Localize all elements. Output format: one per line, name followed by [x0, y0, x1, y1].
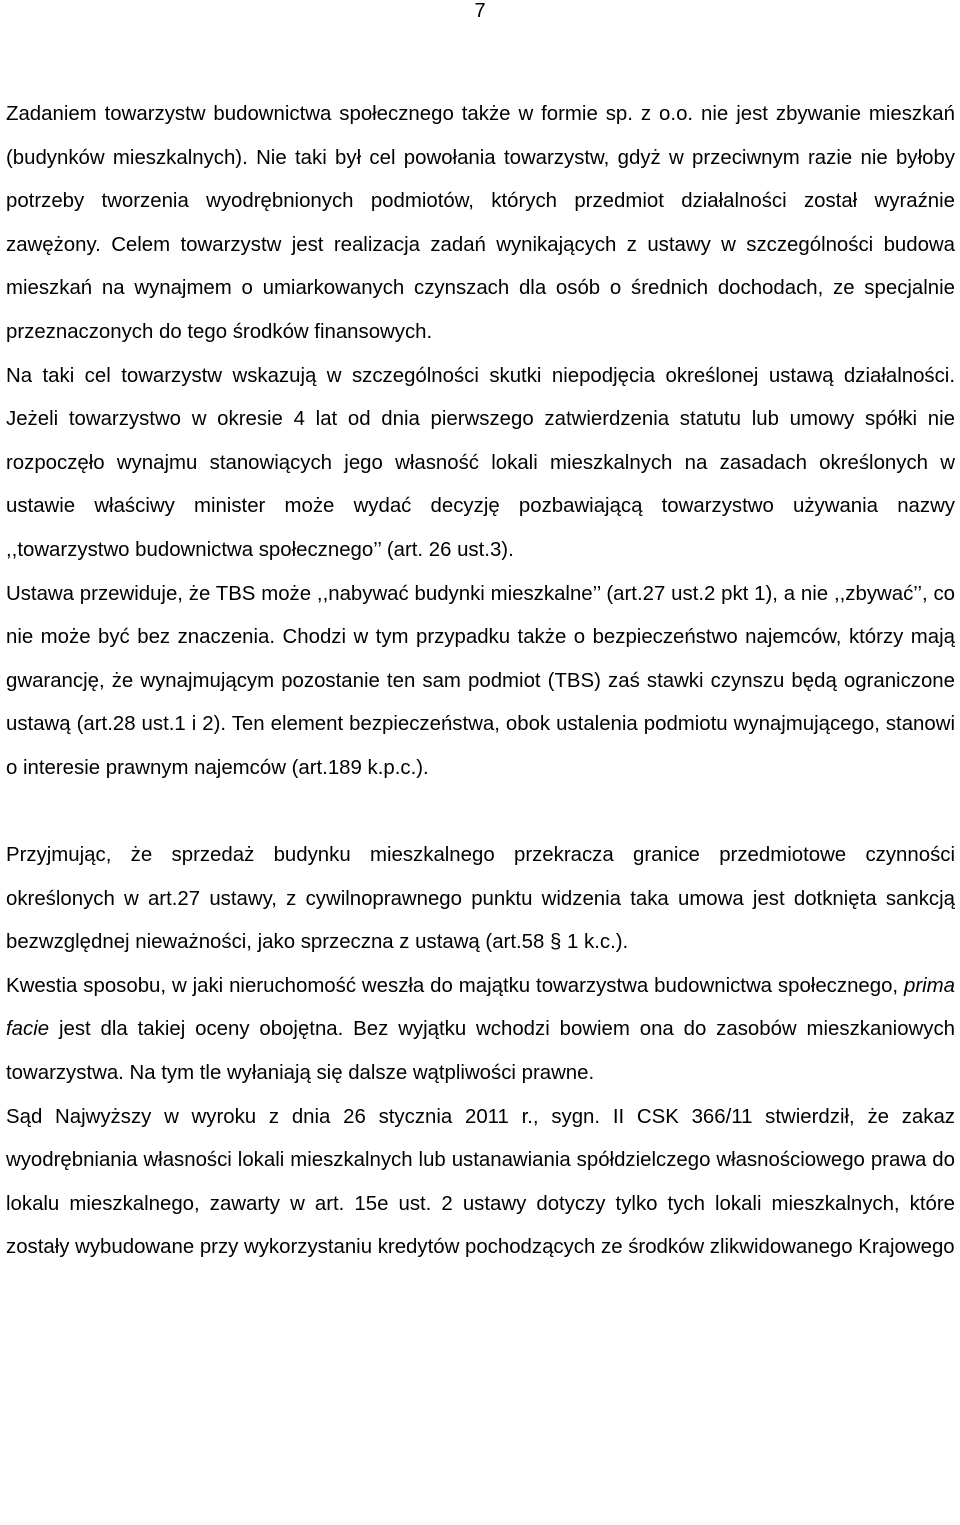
page-number: 7: [474, 0, 486, 22]
paragraph-text-italic: prima facie: [6, 974, 955, 1041]
paragraph-tbs-purpose: Zadaniem towarzystw budownictwa społecznego także w formie sp. z o.o. nie jest zbywanie mieszkań (budynków mieszkalnych). Nie taki był cel powołania towarzystw, gdyż w przeciwnym razie nie byłoby potrzeby tworzenia wyodrębnionych podmiotów, których przedmiot działalności został wyraźnie zawężony. Celem towarzystw jest realizacja zadań wynikających z ustawy w szczególności budowa mieszkań na wynajmem o umiarkowanych czynszach dla osób o średnich dochodach, ze specjalnie przeznaczonych do tego środków finansowych.: [6, 103, 955, 343]
paragraph-gap: [6, 791, 955, 835]
paragraph-text-after: jest dla takiej oceny obojętna. Bez wyjątku wchodzi bowiem ona do zasobów mieszkaniowych towarzystwa. Na tym tle wyłaniają się dalsze wątpliwości prawne.: [6, 1018, 955, 1085]
paragraph-tbs-sanction: Na taki cel towarzystw wskazują w szczególności skutki niepodjęcia określonej ustawą działalności. Jeżeli towarzystwo w okresie 4 lat od dnia pierwszego zatwierdzenia statutu lub umowy spółki nie rozpoczęło wynajmu stanowiących jego własność lokali mieszkalnych na zasadach określonych w ustawie właściwy minister może wydać decyzję pozbawiającą towarzystwo używania nazwy ,,towarzystwo budownictwa społecznego’’ (art. 26 ust.3).: [6, 364, 955, 561]
document-body: [6, 93, 955, 1270]
paragraph-supreme-court: Sąd Najwyższy w wyroku z dnia 26 stycznia 2011 r., sygn. II CSK 366/11 stwierdził, że zakaz wyodrębniania własności lokali mieszkalnych lub ustanawiania spółdzielczego własnościowego prawa do lokalu mieszkalnego, zawarty w art. 15e ust. 2 ustawy dotyczy tylko tych lokali mieszkalnych, które zostały wybudowane przy wykorzystaniu kredytów pochodzących ze środków zlikwidowanego Krajowego: [6, 1105, 955, 1259]
paragraph-property-acquisition: [6, 965, 955, 1096]
paragraph-text-before: Kwestia sposobu, w jaki nieruchomość weszła do majątku towarzystwa budownictwa społecznego,: [6, 974, 904, 997]
paragraph-nullity: Przyjmując, że sprzedaż budynku mieszkalnego przekracza granice przedmiotowe czynności określonych w art.27 ustawy, z cywilnoprawnego punktu widzenia taka umowa jest dotknięta sankcją bezwzględnej nieważności, jako sprzeczna z ustawą (art.58 § 1 k.c.).: [6, 844, 955, 954]
paragraph-tbs-statute: Ustawa przewiduje, że TBS może ,,nabywać budynki mieszkalne’’ (art.27 ust.2 pkt 1), a nie ,,zbywać’’, co nie może być bez znaczenia. Chodzi w tym przypadku także o bezpieczeństwo najemców, którzy mają gwarancję, że wynajmującym pozostanie ten sam podmiot (TBS) zaś stawki czynszu będą ograniczone ustawą (art.28 ust.1 i 2). Ten element bezpieczeństwa, obok ustalenia podmiotu wynajmującego, stanowi o interesie prawnym najemców (art.189 k.p.c.).: [6, 582, 955, 779]
